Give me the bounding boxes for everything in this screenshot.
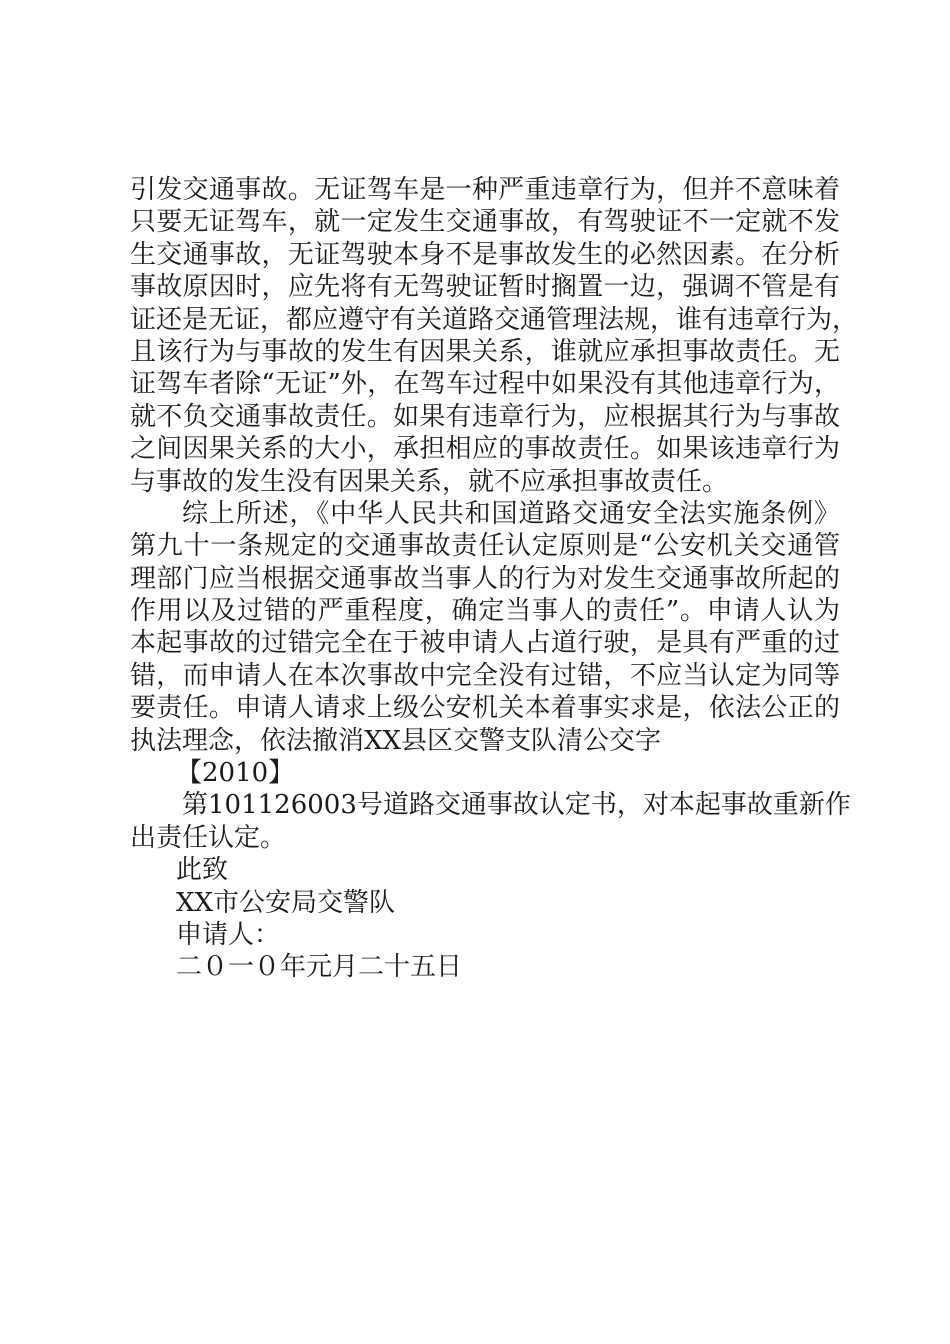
paragraph-line: 执法理念，依法撤消XX县区交警支队清公交字 — [130, 725, 662, 756]
paragraph-line: 出责任认定。 — [130, 822, 287, 853]
paragraph-line: 证驾车者除“无证”外，在驾车过程中如果没有其他违章行为， — [130, 369, 840, 400]
paragraph-line: 综上所述，《中华人民共和国道路交通安全法实施条例》 — [182, 498, 840, 529]
paragraph-line: 要责任。申请人请求上级公安机关本着事实求是，依法公正的 — [130, 693, 840, 724]
paragraph-line: 生交通事故，无证驾驶本身不是事故发生的必然因素。在分析 — [130, 239, 840, 270]
paragraph-line: 第101126003号道路交通事故认定书，对本起事故重新作 — [182, 790, 851, 821]
paragraph-line: 就不负交通事故责任。如果有违章行为，应根据其行为与事故 — [130, 401, 840, 432]
document-number-bracket: 【2010】 — [176, 758, 295, 789]
salutation: 此致 — [176, 855, 229, 886]
paragraph-line: 错，而申请人在本次事故中完全没有过错，不应当认定为同等 — [130, 660, 840, 691]
recipient: XX市公安局交警队 — [176, 887, 396, 918]
paragraph-line: 第九十一条规定的交通事故责任认定原则是“公安机关交通管 — [130, 531, 840, 562]
document-date: 二０一０年元月二十五日 — [176, 952, 463, 983]
paragraph-line: 证还是无证，都应遵守有关道路交通管理法规，谁有违章行为， — [130, 304, 859, 335]
paragraph-line: 事故原因时，应先将有无驾驶证暂时搁置一边，强调不管是有 — [130, 272, 840, 303]
document-body — [130, 174, 859, 984]
paragraph-line: 之间因果关系的大小，承担相应的事故责任。如果该违章行为 — [130, 434, 840, 465]
paragraph-line: 且该行为与事故的发生有因果关系，谁就应承担事故责任。无 — [130, 336, 840, 367]
paragraph-line: 作用以及过错的严重程度，确定当事人的责任”。申请人认为 — [130, 596, 840, 627]
paragraph-line: 本起事故的过错完全在于被申请人占道行驶，是具有严重的过 — [130, 628, 840, 659]
paragraph-line: 引发交通事故。无证驾车是一种严重违章行为，但并不意味着 — [130, 175, 840, 205]
paragraph-line: 理部门应当根据交通事故当事人的行为对发生交通事故所起的 — [130, 563, 840, 594]
paragraph-line: 只要无证驾车，就一定发生交通事故，有驾驶证不一定就不发 — [130, 207, 840, 238]
applicant-label: 申请人： — [176, 919, 281, 950]
paragraph-line: 与事故的发生没有因果关系，就不应承担事故责任。 — [130, 466, 729, 497]
